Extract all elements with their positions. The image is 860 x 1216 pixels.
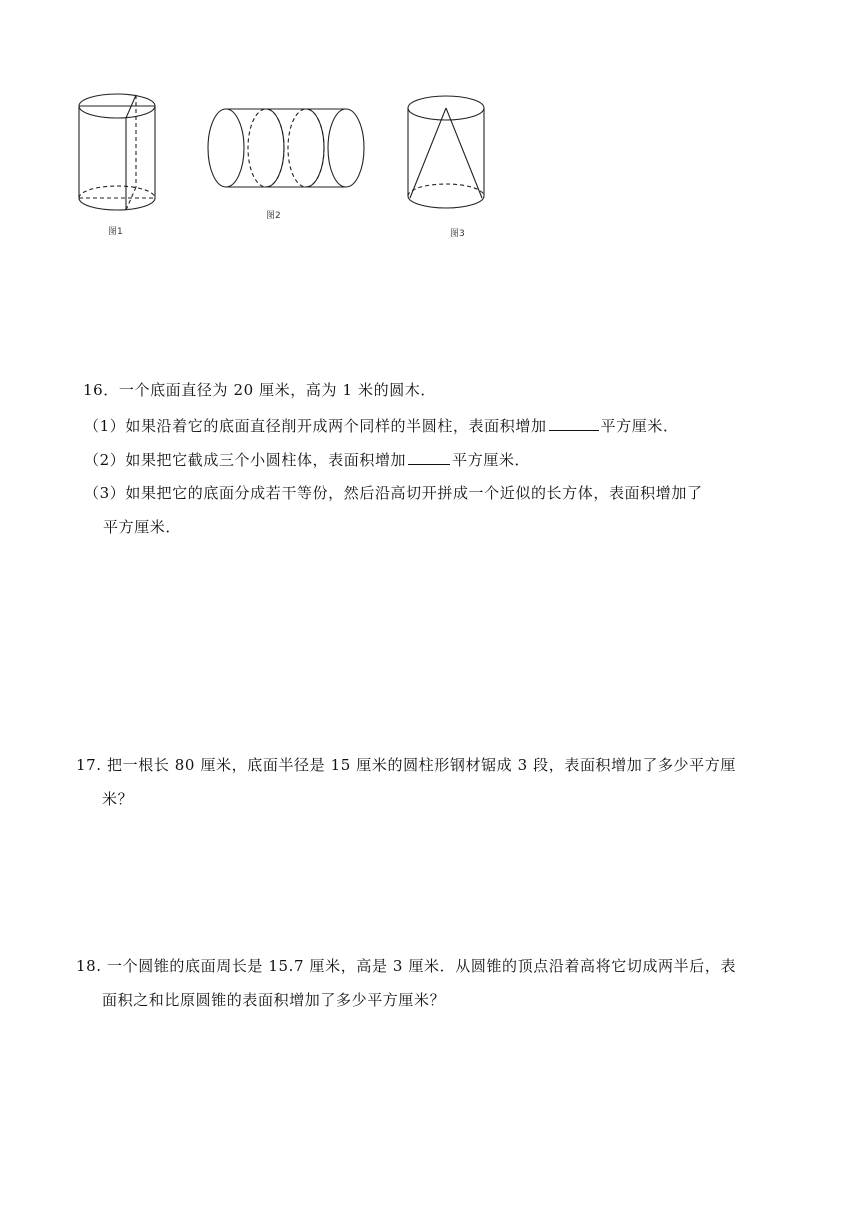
q17-line1: 17. 把一根长 80 厘米，底面半径是 15 厘米的圆柱形钢材锯成 3 段，表面积增加了多少平方厘 — [76, 756, 736, 774]
q16-part1 — [84, 414, 679, 436]
figure-2-caption: 图2 — [266, 211, 281, 221]
q16-part3-line1: （3）如果把它的底面分成若干等份，然后沿高切开拼成一个近似的长方体，表面积增加了 — [84, 484, 703, 502]
q16-part2 — [84, 448, 530, 470]
q17-line2: 米？ — [102, 790, 134, 808]
q16-stem: 16．一个底面直径为 20 厘米，高为 1 米的圆木． — [83, 381, 436, 399]
q16-part2-unit: 平方厘米． — [452, 451, 531, 469]
figure-1-caption: 图1 — [108, 227, 123, 237]
q16-part1-blank[interactable] — [549, 414, 599, 431]
q16-part1-text: （1）如果沿着它的底面直径削开成两个同样的半圆柱，表面积增加 — [84, 417, 547, 435]
figure-3-cone-in-cylinder — [404, 92, 488, 218]
figure-3-caption: 图3 — [450, 229, 465, 239]
q16-part2-text: （2）如果把它截成三个小圆柱体，表面积增加 — [84, 451, 407, 469]
figure-1-cylinder-cut — [76, 88, 160, 218]
q18-line1: 18. 一个圆锥的底面周长是 15.7 厘米，高是 3 厘米．从圆锥的顶点沿着高将它切成两半后，表 — [76, 957, 737, 975]
q18-line2: 面积之和比原圆锥的表面积增加了多少平方厘米？ — [102, 991, 446, 1009]
q16-part1-unit: 平方厘米． — [600, 417, 679, 435]
q16-part2-blank[interactable] — [408, 448, 450, 465]
figure-2-horizontal-cylinder — [204, 104, 370, 194]
q16-part3-line2: 平方厘米． — [103, 518, 182, 536]
